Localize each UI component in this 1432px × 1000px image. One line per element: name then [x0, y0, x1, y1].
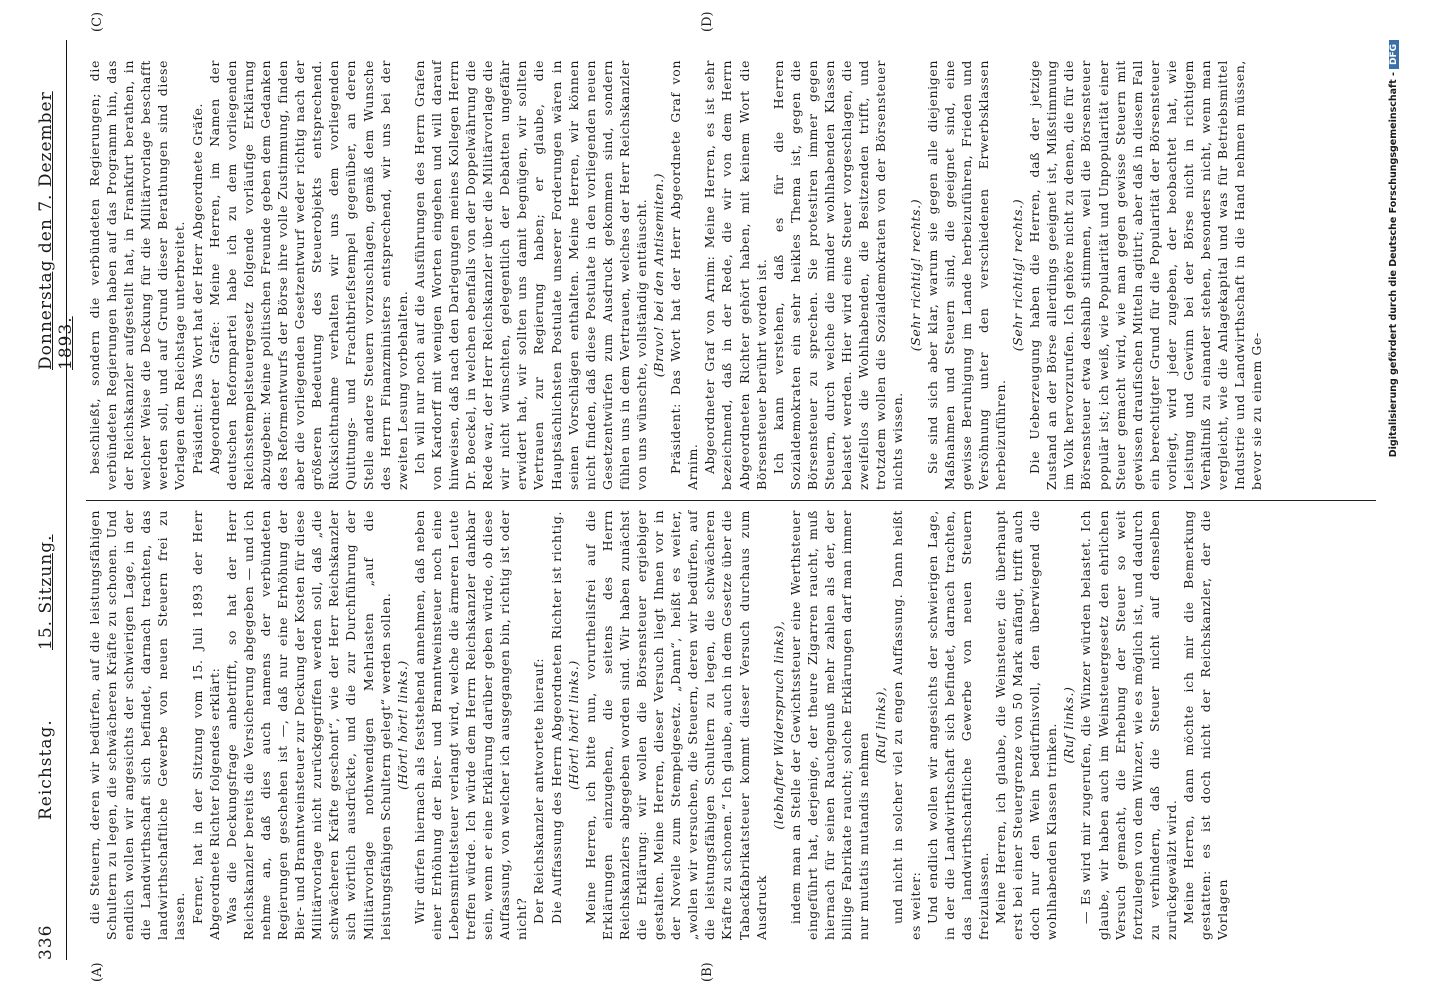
left-column-paragraph: indem man an Stelle der Gewichtssteuer eine Werthsteuer eingeführt hat, derjenige, der theure Zigarren raucht, muß hiernach für seinen Rauchgenuß mehr zahlen als der, der billige Fabrikate raucht; solche Erklärungen darf man immer nur mutatis mutandis nehmen [787, 510, 872, 940]
left-column-paragraph: Wir dürfen hiernach als feststehend annehmen, daß neben einer Erhöhung der Bier- und Branntweinsteuer noch eine Lebensmittelsteuer verlangt wird, welche die ärmeren Leute treffen würde. Ich würde dem Herrn Reichskanzler dankbar sein, wenn er eine Erklärung darüber geben würde, ob diese Auffassung, von welcher ich ausgegangen bin, richtig ist oder nicht? [411, 510, 530, 940]
margin-marker-d: (D) [700, 11, 715, 32]
credit-text: Digitalisierung gefördert durch die Deutsche Forschungsgemeinschaft - [1388, 72, 1399, 458]
right-column-paragraph: Präsident: Das Wort hat der Herr Abgeordnete Gräfe. [189, 102, 205, 474]
left-column-paragraph: (Ruf links.) [1061, 686, 1077, 764]
header-rule [66, 40, 67, 960]
page-number: 336 [36, 924, 56, 960]
right-column-paragraph: Ich kann verstehen, daß es für die Herren Sozialdemokraten ein sehr heikles Thema ist, gegen die Börsensteuer zu sprechen. Sie protestiren immer gegen Steuern, durch welche die minder wohlhabenden Klassen belastet werden. Hier wird eine Steuer vorgeschlagen, die zweifellos die Wohlhabenden, die Besitzenden trifft, und trotzdem wollen die Sozialdemokraten von der Börsensteuer nichts wissen. [770, 60, 906, 490]
left-column [86, 510, 1386, 940]
right-column-paragraph: beschließt, sondern die verbündeten Regierungen; die verbündeten Regierungen haben auf das Programm hin, das der Reichskanzler aufgestellt hat, in Frankfurt berathen, in welcher Weise die Deckung für die Militärvorlage beschafft werden soll, und auf Grund dieser Berathungen sind diese Vorlagen dem Reichstage unterbreitet. [87, 60, 188, 490]
header-date: Donnerstag den 7. Dezember 1893. [36, 91, 76, 370]
left-column-paragraph: die Steuern, deren wir bedürfen, auf die leistungsfähigen Schultern zu legen, die schwächeren Kräfte zu schonen. Und endlich wollen wir angesichts der schwierigen Lage, in der die Landwirthschaft sich befindet, darnach trachten, das landwirthschaftliche Gewerbe von neuen Steuern frei zu lassen. [87, 510, 188, 940]
column-divider [86, 500, 1376, 501]
right-column [86, 60, 1386, 490]
left-column-paragraph: Und endlich wollen wir angesichts der schwierigen Lage, in der die Landwirthschaft sich befindet, darnach trachten, das landwirthschaftliche Gewerbe von neuen Steuern freizulassen. [924, 510, 991, 940]
page-header [30, 40, 76, 960]
left-column-paragraph: Die Auffassung des Herrn Abgeordneten Richter ist richtig. [548, 510, 564, 924]
margin-marker-c: (C) [90, 11, 105, 32]
dfg-logo: DFG [1389, 40, 1399, 69]
header-session: 15. Sitzung. [36, 534, 56, 650]
right-column-paragraph: Abgeordneter Graf von Arnim: Meine Herren, es ist sehr bezeichnend, daß in der Rede, die wir von dem Herrn Abgeordneten Richter gehört haben, mit keinem Wort die Börsensteuer berührt worden ist. [702, 60, 769, 490]
left-column-paragraph: und nicht in solcher viel zu engen Auffassung. Dann heißt es weiter: [890, 510, 923, 940]
margin-marker-a: (A) [90, 962, 105, 982]
left-column-paragraph: Was die Deckungsfrage anbetrifft, so hat der Herr Reichskanzler bereits die Versicherung abgegeben — und ich nehme an, daß dies auch namens der verbündeten Regierungen geschehen ist —, daß nur eine Erhöhung der Bier- und Branntweinsteuer zur Deckung der Kosten für diese Militärvorlage nicht zurückgegriffen werden soll, daß „die schwächeren Kräfte geschont“, wie der Herr Reichskanzler sich wörtlich ausdrückte, und die zur Durchführung der Militärvorlage nothwendigen Mehrlasten „auf die leistungsfähigen Schultern gelegt“ werden sollen. [223, 510, 393, 940]
left-column-paragraph: (Hört! hört! links.) [394, 660, 410, 790]
right-column-paragraph: (Sehr richtig! rechts.) [907, 198, 923, 352]
right-column-paragraph: Ich will nur noch auf die Ausführungen des Herrn Grafen von Kardorff mit wenigen Worten eingehen und will darauf hinweisen, daß nach den Darlegungen meines Kollegen Herrn Dr. Boeckel, in welchen ebenfalls von der Doppelwährung die Rede war, der Herr Reichskanzler über die Militärvorlage die wir nicht wünschten, gelegentlich der Debatten ungefähr erwidert hat, wir sollten uns damit begnügen, wir sollten Vertrauen zur Regierung haben; er glaube, die Hauptsächlichsten Postulate unserer Forderungen wären in seinen Vorschlägen enthalten. Meine Herren, wir können nicht finden, daß diese Postulate in den vorliegenden neuen Gesetzentwürfen zum Ausdruck gekommen sind, sondern fühlen uns in dem Vertrauen, welches der Herr Reichskanzler von uns wünschte, vollständig enttäuscht. [411, 60, 649, 490]
right-column-paragraph: Sie sind sich aber klar, warum sie gegen alle diejenigen Maßnahmen und Steuern sind, die geeignet sind, eine gewisse Beruhigung im Lande herbeizuführen, Frieden und Versöhnung unter den verschiedenen Erwerbsklassen herbeizuführen. [924, 60, 1008, 490]
header-publication: Reichstag. [36, 719, 56, 820]
right-column-paragraph: Abgeordneter Gräfe: Meine Herren, im Namen der deutschen Reformpartei habe ich zu dem vorliegenden Reichsstempelsteuergesetz folgende vorläufige Erklärung abzugeben: Meine politischen Freunde geben dem Gedanken des Reformentwurfs der Börse ihre volle Zustimmung, finden aber die vorliegenden Gesetzentwurf weder richtig nach der größeren Bedeutung des Steuerobjekts entsprechend. Rücksichtnahme verhalten wir uns dem vorliegenden Quittungs- und Frachtbriefstempel gegenüber, an deren Stelle andere Steuern vorzuschlagen, gemäß dem Wunsche des Herrn Finanzministers entsprechend, wir uns bei der zweiten Lesung vorbehalten. [206, 60, 410, 490]
left-column-paragraph: (lebhafter Widerspruch links), [770, 620, 786, 830]
left-column-paragraph: — Es wird mir zugerufen, die Winzer würden belastet. Ich glaube, wir haben auch im Weinsteuergesetz den ehrlichen Versuch gemacht, die Erhebung der Steuer so weit fortzulegen von dem Winzer, wie es möglich ist, und dadurch zu verhindern, daß die Steuer nicht auf denselben zurückgewälzt wird. [1078, 510, 1179, 940]
left-column-paragraph: (Hört! hört! links.) [565, 660, 581, 790]
digitization-credit [1388, 40, 1399, 960]
left-column-paragraph: Ferner, hat in der Sitzung vom 15. Juli 1893 der Herr Abgeordnete Richter folgendes erklärt: [189, 510, 222, 940]
left-column-paragraph: (Ruf links), [873, 686, 889, 764]
left-column-paragraph: Meine Herren, ich glaube, die Weinsteuer, die überhaupt erst bei einer Steuergrenze von 50 Mark anfängt, trifft auch doch nur den Wein bedürfnisvoll, den überwiegend die wohlhabenden Klassen trinken. [992, 510, 1060, 940]
left-column-paragraph: Der Reichskanzler antwortete hierauf: [531, 657, 547, 924]
left-column-paragraph: Meine Herren, ich bitte nun, vorurtheilsfrei auf die Erklärungen einzugehen, die seitens des Herrn Reichskanzlers abgegeben worden sind. Wir haben zunächst die Erklärung: wir wollen die Börsensteuer ergiebiger gestalten. Meine Herren, dieser Versuch liegt Ihnen vor in der Novelle zum Stempelgesetz. „Dann“, heißt es weiter, „wollen wir versuchen, die Steuern, deren wir bedürfen, auf die leistungsfähigen Schultern zu legen, die schwächeren Kräfte zu schonen.“ Ich glaube, auch in dem Gesetze über die Tabackfabrikatsteuer kommt dieser Versuch durchaus zum Ausdruck [582, 510, 769, 940]
left-column-paragraph: Meine Herren, dann möchte ich mir die Bemerkung gestatten: es ist doch nicht der Reichskanzler, der die Vorlagen [1181, 510, 1231, 940]
right-column-paragraph: (Sehr richtig! rechts.) [1010, 198, 1026, 352]
right-column-paragraph: (Bravo! bei den Antisemiten.) [651, 172, 667, 378]
right-column-paragraph: Die Ueberzeugung haben die Herren, daß der jetzige Zustand an der Börse allerdings geeignet ist, Mißstimmung im Volk hervorzurufen. Ich gehöre nicht zu denen, die für die Börsensteuer etwa deshalb stimmen, weil die Börsensteuer populär ist; ich weiß, wie Popularität und Unpopularität einer Steuer gemacht wird, wie man gegen gewisse Steuern mit gewissen draufischen Mitteln agitirt; aber daß in diesem Fall ein berechtigter Grund für die Popularität der Börsensteuer vorliegt, wird jeder zugeben, der beobachtet hat, wie Leistung und Gewinn bei der Börse nicht in richtigem Verhältniß zu einander stehen, besonders nicht, wenn man vergleicht, wie die Anlagekapital und was für Betriebsmittel Industrie und Landwirthschaft in die Hand nehmen müssen, bevor sie zu einem Ge- [1027, 60, 1265, 490]
right-column-paragraph: Präsident: Das Wort hat der Herr Abgeordnete Graf von Arnim. [668, 60, 701, 490]
margin-marker-b: (B) [700, 962, 715, 982]
